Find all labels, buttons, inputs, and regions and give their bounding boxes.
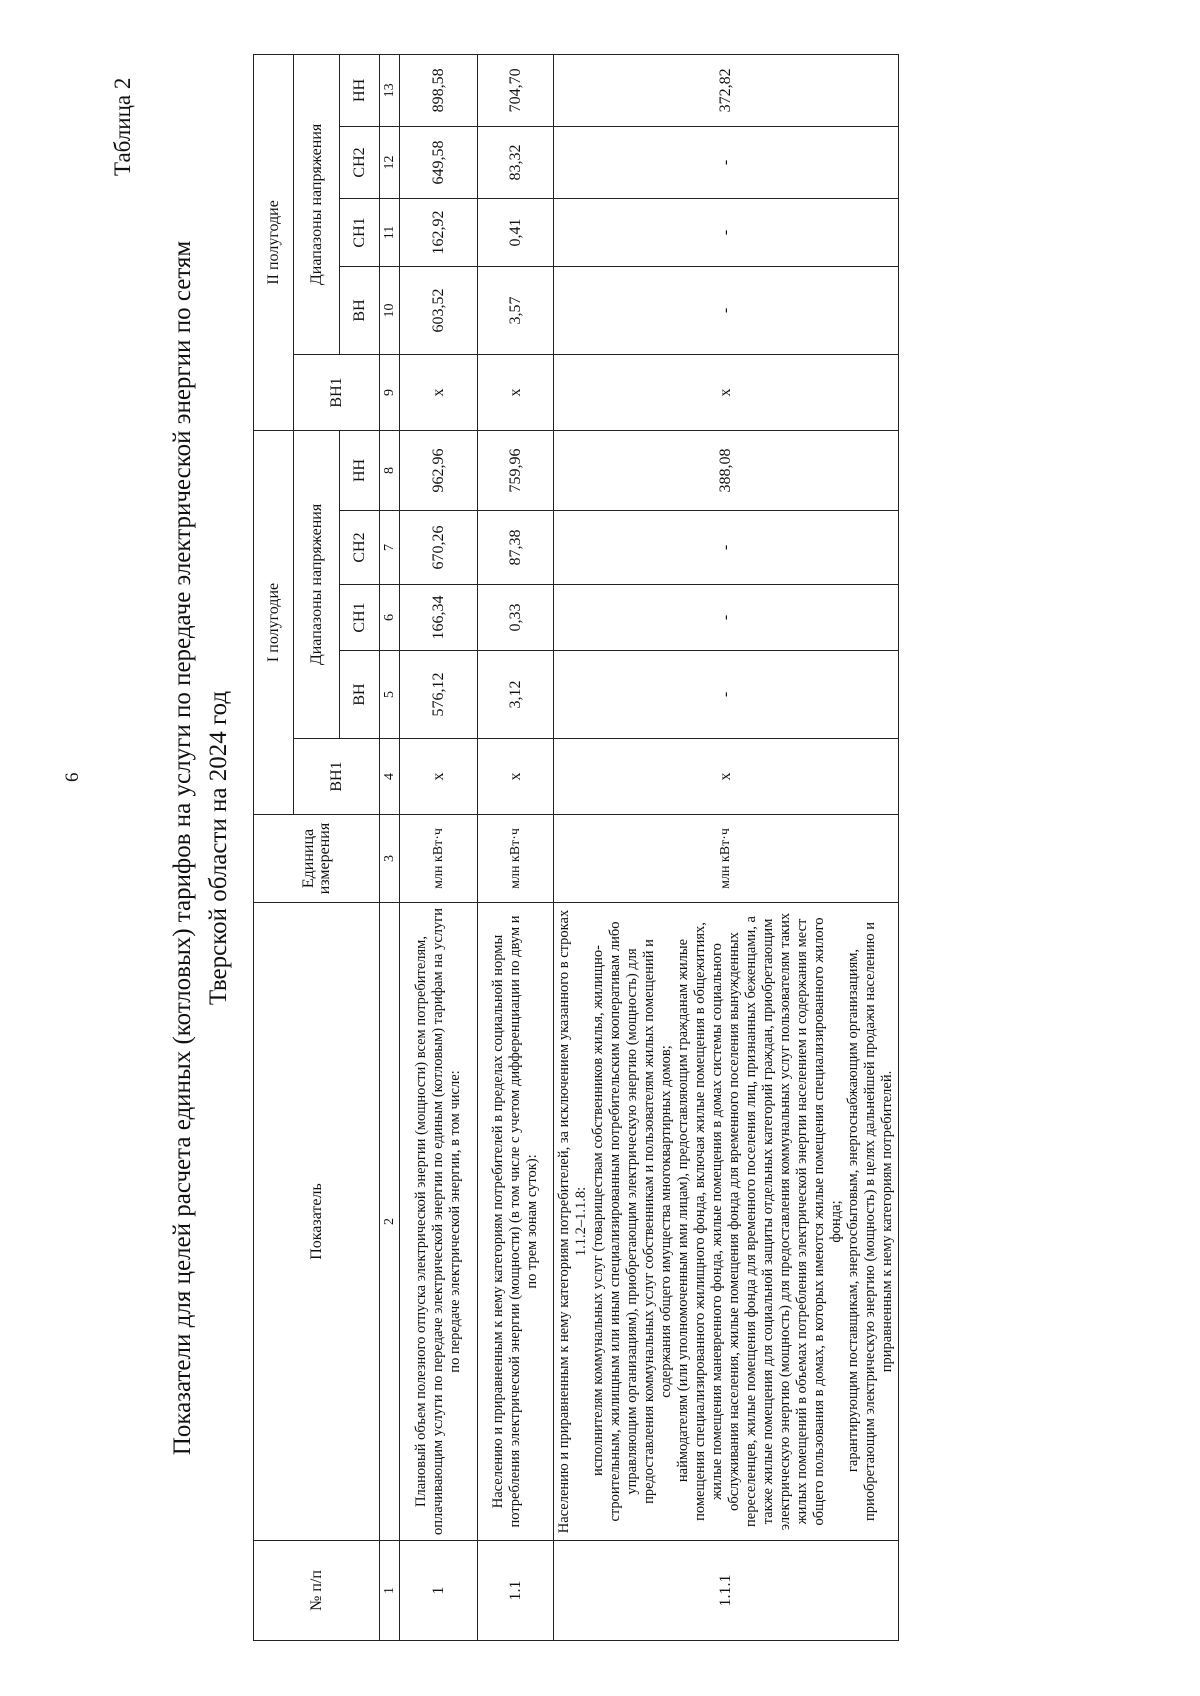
indicator-text: исполнителям коммунальных услуг (товариществам собственников жилья, жилищно-строительным, жилищным или иным специализированным потребительским кооперативам либо управляющим организациям), приобретающим электрическую энергию (мощность) для предоставления коммунальных услуг собственникам и пользователям жилых помещений и содержания общего имущества многоквартирных домов;: [590, 921, 674, 1522]
col-index: 12: [380, 126, 400, 198]
header-h1-ranges: Диапазоны напряжения: [294, 430, 340, 738]
header-num: № п/п: [254, 1541, 380, 1641]
value-cell: 166,34: [400, 585, 478, 651]
col-index: 1: [380, 1541, 400, 1641]
col-index: 4: [380, 739, 400, 815]
value-cell: x: [400, 354, 478, 430]
indicator-text: Населению и приравненным к нему категориям потребителей в пределах социальной нормы потребления электрической энергии (мощности) (в том числе с учетом дифференциации по двум и по трем зонам суток):: [490, 915, 540, 1528]
value-cell: 0,33: [478, 585, 554, 651]
document-title-line-1: Показатели для целей расчета единых (котловых) тарифов на услуги по передаче электрической энергии по сетям: [169, 240, 196, 1456]
indicator-text: гарантирующим поставщикам, энергосбытовым, энергоснабжающим организациям, приобретающим электрическую энергию (мощность) в целях дальнейшей продажи населению и приравненным к нему категориям потребителей.: [845, 921, 895, 1522]
value-cell: 0,41: [478, 198, 554, 266]
header-half1: I полугодие: [254, 430, 294, 814]
value-cell: x: [478, 354, 554, 430]
col-index: 6: [380, 585, 400, 651]
value-cell: 372,82: [554, 54, 899, 126]
indicator-text: Плановый объем полезного отпуска электрической энергии (мощности) всем потребителям, оплачивающим услуги по передаче электрической энергии по единым (котловым) тарифам на услуги по передаче электрической энергии, в том числе:: [413, 908, 463, 1535]
row-number: 1.1.1: [554, 1541, 899, 1641]
col-index: 11: [380, 198, 400, 266]
value-cell: x: [400, 739, 478, 815]
header-h2-vn: ВН: [340, 266, 380, 354]
value-cell: -: [554, 198, 899, 266]
value-cell: -: [554, 511, 899, 585]
row-unit: млн кВт·ч: [554, 815, 899, 903]
header-h2-sn1: СН1: [340, 198, 380, 266]
col-index: 2: [380, 903, 400, 1541]
value-cell: x: [554, 354, 899, 430]
header-h2-nn: НН: [340, 54, 380, 126]
col-index: 10: [380, 266, 400, 354]
header-h1-vn: ВН: [340, 651, 380, 739]
value-cell: 83,32: [478, 126, 554, 198]
value-cell: 759,96: [478, 430, 554, 510]
header-h2-vn1: ВН1: [294, 354, 380, 430]
table-row: [478, 54, 554, 1640]
row-number: 1: [400, 1541, 478, 1641]
header-half2: II полугодие: [254, 54, 294, 430]
value-cell: 898,58: [400, 54, 478, 126]
indicator-text: Населению и приравненным к нему категориям потребителей, за исключением указанного в строках 1.1.2–1.1.8:: [556, 909, 589, 1534]
col-index: 9: [380, 354, 400, 430]
value-cell: x: [478, 739, 554, 815]
table-row: [400, 54, 478, 1640]
value-cell: 162,92: [400, 198, 478, 266]
value-cell: 603,52: [400, 266, 478, 354]
col-index: 13: [380, 54, 400, 126]
indicator-text: наймодателям (или уполномоченным ими лицам), предоставляющим гражданам жилые помещения специализированного жилищного фонда, включая жилые помещения в общежитиях, жилые помещения маневренного фонда, жилые помещения в домах системы социального обслуживания населения, жилые помещения фонда для временного поселения вынужденных переселенцев, жилые помещения фонда для временного поселения лиц, признанных беженцами, а также жилые помещения для социальной защиты отдельных категорий граждан, приобретающим электрическую энергию (мощность) для предоставления коммунальных услуг пользователям таких жилых помещений в объемах потребления электрической энергии населением и содержания мест общего пользования в домах, в которых имеются жилые помещения специализированного жилого фонда;: [675, 912, 844, 1531]
value-cell: -: [554, 126, 899, 198]
col-index: 7: [380, 511, 400, 585]
header-indicator: Показатель: [254, 903, 380, 1541]
header-h1-nn: НН: [340, 430, 380, 510]
row-number: 1.1: [478, 1541, 554, 1641]
row-indicator: [400, 903, 478, 1541]
header-h2-ranges: Диапазоны напряжения: [294, 54, 340, 354]
value-cell: 3,57: [478, 266, 554, 354]
header-h1-vn1: ВН1: [294, 739, 380, 815]
header-unit: Единица измерения: [254, 815, 380, 903]
value-cell: 649,58: [400, 126, 478, 198]
value-cell: 962,96: [400, 430, 478, 510]
value-cell: 670,26: [400, 511, 478, 585]
table-label: Таблица 2: [110, 77, 135, 176]
value-cell: 3,12: [478, 651, 554, 739]
header-h1-sn2: СН2: [340, 511, 380, 585]
col-index: 5: [380, 651, 400, 739]
col-index: 3: [380, 815, 400, 903]
header-h2-sn2: СН2: [340, 126, 380, 198]
value-cell: 87,38: [478, 511, 554, 585]
value-cell: 576,12: [400, 651, 478, 739]
table-row: [554, 54, 899, 1640]
document-title-line-2: Тверской области на 2024 год: [205, 690, 232, 1006]
value-cell: 388,08: [554, 430, 899, 510]
value-cell: x: [554, 739, 899, 815]
value-cell: -: [554, 585, 899, 651]
page-number: 6: [62, 772, 83, 782]
value-cell: -: [554, 651, 899, 739]
value-cell: -: [554, 266, 899, 354]
row-indicator: [478, 903, 554, 1541]
value-cell: 704,70: [478, 54, 554, 126]
header-h1-sn1: СН1: [340, 585, 380, 651]
row-indicator: [554, 903, 899, 1541]
row-unit: млн кВт·ч: [478, 815, 554, 903]
col-index: 8: [380, 430, 400, 510]
row-unit: млн кВт·ч: [400, 815, 478, 903]
tariff-table: [253, 54, 899, 1641]
